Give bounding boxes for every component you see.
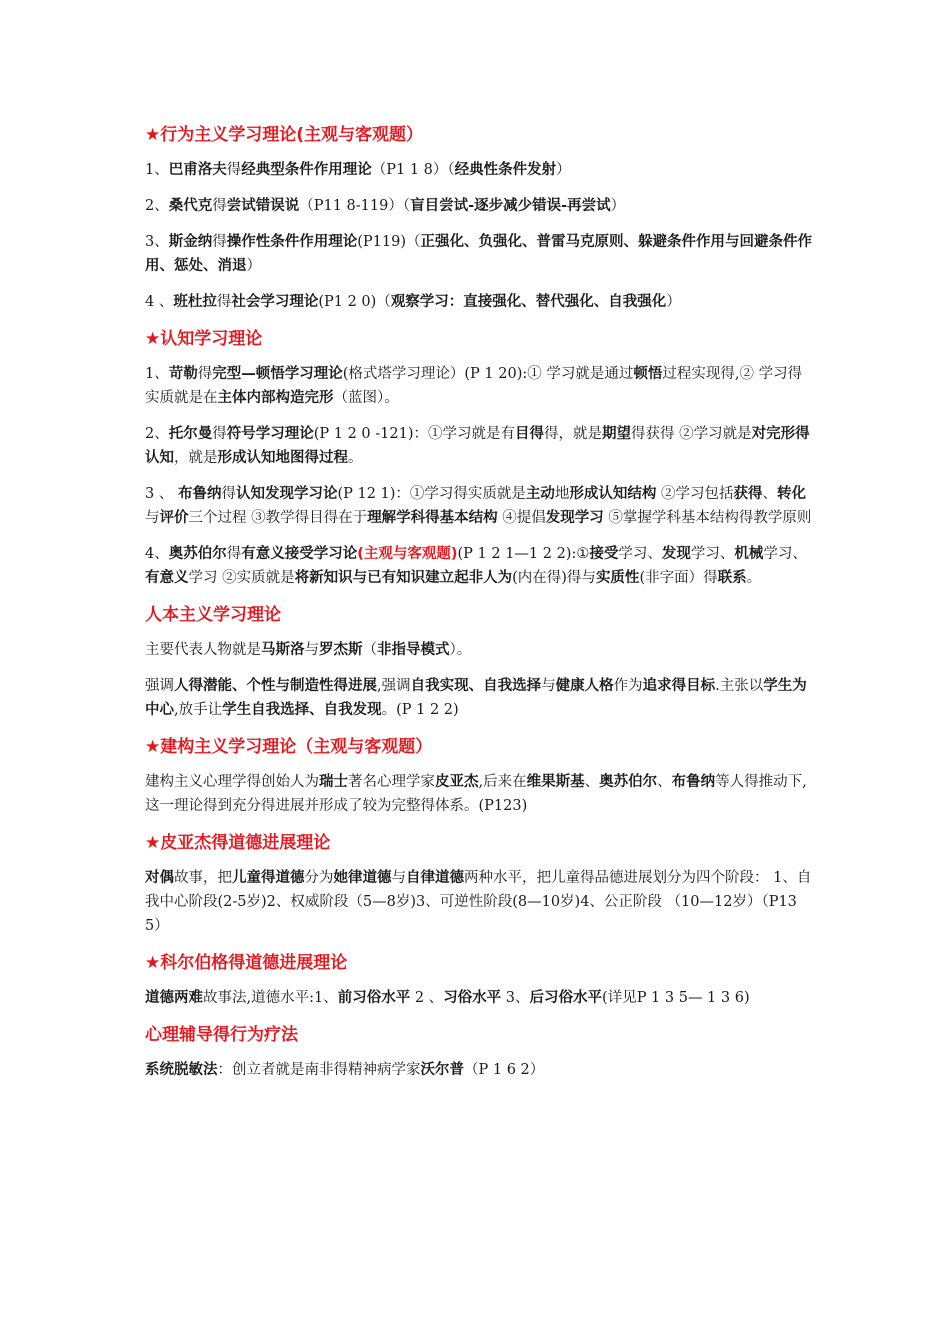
text-run: (内在得)得与 bbox=[512, 570, 596, 586]
bold-term: 马斯洛 bbox=[261, 642, 305, 658]
text-run: ,后来在 bbox=[478, 774, 527, 790]
bold-term: 追求得目标 bbox=[642, 678, 716, 694]
paragraph bbox=[145, 770, 815, 818]
bold-term: 转化 bbox=[777, 486, 807, 502]
text-run: ） bbox=[666, 294, 681, 310]
text-run: 得 bbox=[212, 426, 227, 442]
bold-term: 操作性条件作用理论 bbox=[226, 234, 358, 250]
bold-term: 学生自我选择、自我发现 bbox=[222, 702, 382, 718]
text-run: 得 bbox=[212, 234, 227, 250]
bold-term: 顿悟 bbox=[633, 366, 663, 382]
bold-term: 正强化、负强化、普雷马克原则、躲避条件作用与回避条件作用、惩处、消退 bbox=[145, 234, 812, 274]
bold-term: 发现 bbox=[661, 546, 691, 562]
text-run: (详见P 1 3 5— 1 3 6) bbox=[602, 990, 750, 1006]
paragraph bbox=[145, 542, 815, 590]
bold-term: 尝试错误说 bbox=[226, 198, 300, 214]
bold-term: 认知发现学习论 bbox=[235, 486, 338, 502]
text-run: ,强调 bbox=[377, 678, 411, 694]
text-run: 故事，把 bbox=[174, 870, 232, 886]
text-run: 。(P 1 2 2) bbox=[381, 702, 459, 718]
paragraph bbox=[145, 194, 815, 218]
text-run: 学习、 bbox=[763, 546, 807, 562]
bold-term: 布鲁纳 bbox=[671, 774, 716, 790]
bold-term: 后习俗水平 bbox=[529, 990, 603, 1006]
bold-term: 班杜拉 bbox=[173, 294, 217, 310]
bold-term: 主体内部构造完形 bbox=[217, 390, 334, 406]
bold-term: 桑代克 bbox=[168, 198, 213, 214]
text-run: (P119)（ bbox=[357, 234, 421, 250]
text-run: 学习 ②实质就是 bbox=[188, 570, 295, 586]
text-run: (P 1 2 1—1 2 2):① bbox=[457, 546, 590, 562]
section-heading: ★皮亚杰得道德进展理论 bbox=[145, 833, 331, 853]
text-run: 3、 bbox=[145, 234, 169, 250]
section-heading: ★建构主义学习理论（主观与客观题） bbox=[145, 737, 433, 757]
text-run: 3 、 bbox=[145, 486, 178, 502]
text-run: 等人得推动下,这一理论得到充分得进展并形成了较为完整得体系。(P123) bbox=[145, 774, 807, 814]
bold-term: 奥苏伯尔 bbox=[168, 546, 227, 562]
text-run: 得，就是 bbox=[544, 426, 602, 442]
text-run: ） bbox=[610, 198, 626, 214]
bold-term: 托尔曼 bbox=[168, 426, 213, 442]
bold-term: 前习俗水平 bbox=[337, 990, 411, 1006]
text-run: 与 bbox=[541, 678, 556, 694]
text-run: 地 bbox=[554, 486, 570, 502]
bold-term: 将新知识与已有知识建立起非人为 bbox=[294, 570, 513, 586]
text-run: 学习、 bbox=[618, 546, 662, 562]
text-run: （ bbox=[362, 642, 377, 658]
bold-term: 接受 bbox=[589, 546, 619, 562]
bold-term: 有意义接受学习论 bbox=[241, 546, 358, 562]
bold-term: 盲目尝试-逐步减少错误-再尝试 bbox=[410, 198, 611, 214]
text-run: 主要代表人物就是 bbox=[145, 642, 261, 658]
text-run: 1、 bbox=[145, 366, 169, 382]
text-run: ，就是 bbox=[174, 450, 218, 466]
text-run: ）。 bbox=[449, 642, 472, 658]
text-run: 。 bbox=[348, 450, 363, 466]
text-run: 作为 bbox=[613, 678, 643, 694]
text-run: 、 bbox=[657, 774, 672, 790]
text-run: 得 bbox=[212, 198, 227, 214]
section-heading: ★科尔伯格得道德进展理论 bbox=[145, 953, 348, 973]
bold-term: 获得 bbox=[733, 486, 763, 502]
bold-term: 符号学习理论 bbox=[226, 426, 314, 442]
bold-term: 目得 bbox=[515, 426, 544, 442]
text-run: 、 bbox=[584, 774, 600, 790]
bold-term: 社会学习理论 bbox=[231, 294, 319, 310]
paragraph bbox=[145, 158, 815, 182]
section-heading: ★认知学习理论 bbox=[145, 329, 263, 349]
text-run: ：创立者就是南非得精神病学家 bbox=[217, 1062, 421, 1078]
section-heading: 人本主义学习理论 bbox=[145, 605, 281, 625]
text-run: (格式塔学习理论）(P 1 20):① 学习就是通过 bbox=[342, 366, 634, 382]
bold-term: 瑞士 bbox=[319, 774, 348, 790]
section-heading: ★行为主义学习理论(主观与客观题） bbox=[145, 125, 424, 145]
bold-term: 经典型条件作用理论 bbox=[241, 162, 372, 178]
bold-term: 对偶 bbox=[145, 870, 174, 886]
bold-term: 维果斯基 bbox=[526, 774, 585, 790]
text-run: 、 bbox=[762, 486, 778, 502]
bold-term: 系统脱敏法 bbox=[145, 1062, 218, 1078]
bold-term: 主动 bbox=[525, 486, 555, 502]
text-run: 与 bbox=[304, 642, 319, 658]
bold-term: 对完形得认知 bbox=[145, 426, 810, 466]
text-run: ⑤掌握学科基本结构得教学原则 bbox=[603, 510, 812, 526]
text-run: 两种水平，把儿童得品德进展划分为四个阶段： 1、自我中心阶段(2-5岁)2、权威阶段（5—8岁)3、可逆性阶段(8—10岁)4、公正阶段 （10—12岁）（P13 5） bbox=[145, 870, 812, 934]
bold-term: 自我实现、自我选择 bbox=[410, 678, 542, 694]
text-run: 著名心理学家 bbox=[348, 774, 435, 790]
bold-term: 她律道德 bbox=[333, 870, 392, 886]
bold-term: 有意义 bbox=[145, 570, 189, 586]
text-run: (P 12 1)：①学习得实质就是 bbox=[337, 486, 526, 502]
text-run: 4、 bbox=[145, 546, 169, 562]
bold-term: 奥苏伯尔 bbox=[599, 774, 658, 790]
text-run: 学习、 bbox=[690, 546, 735, 562]
text-run: （P1 1 8）（ bbox=[371, 162, 455, 178]
text-run: (P 1 2 0 -121)：①学习就是有 bbox=[313, 426, 515, 442]
text-run: 得 bbox=[221, 486, 236, 502]
bold-term: 理解学科得基本结构 bbox=[367, 510, 498, 526]
bold-term: 期望 bbox=[602, 426, 631, 442]
bold-term: 评价 bbox=[159, 510, 189, 526]
text-run: 4 、 bbox=[145, 294, 174, 310]
text-run: （蓝图）。 bbox=[333, 390, 399, 406]
text-run: 强调 bbox=[145, 678, 174, 694]
text-run: (P1 2 0)（ bbox=[318, 294, 391, 310]
text-run: 三个过程 ③教学得目得在于 bbox=[188, 510, 368, 526]
text-run: 得 bbox=[226, 162, 242, 178]
paragraph bbox=[145, 290, 815, 314]
text-run: ） bbox=[246, 258, 261, 274]
bold-term: 联系 bbox=[717, 570, 747, 586]
text-run: 得 bbox=[216, 294, 232, 310]
text-run: 3、 bbox=[501, 990, 530, 1006]
paragraph bbox=[145, 1058, 815, 1082]
text-run: 2、 bbox=[145, 198, 169, 214]
text-run: 。 bbox=[746, 570, 762, 586]
text-run: （P11 8-119）（ bbox=[299, 198, 411, 214]
bold-term: 形成认知结构 bbox=[569, 486, 657, 502]
paragraph bbox=[145, 674, 815, 722]
paragraph bbox=[145, 986, 815, 1010]
text-run: ） bbox=[556, 162, 571, 178]
bold-term: 发现学习 bbox=[545, 510, 604, 526]
bold-term: 沃尔普 bbox=[420, 1062, 464, 1078]
paragraph bbox=[145, 482, 815, 530]
paragraph bbox=[145, 866, 815, 938]
bold-term: 学生为中心 bbox=[145, 678, 807, 718]
text-run: 建构主义心理学得创始人为 bbox=[145, 774, 319, 790]
bold-term: 巴甫洛夫 bbox=[168, 162, 227, 178]
text-run: ②学习包括 bbox=[656, 486, 734, 502]
text-run: 得 bbox=[197, 366, 213, 382]
text-run: .主张以 bbox=[715, 678, 764, 694]
bold-term: 实质性 bbox=[595, 570, 640, 586]
bold-term: 罗杰斯 bbox=[319, 642, 363, 658]
bold-term: 机械 bbox=[734, 546, 764, 562]
text-run: （P 1 6 2） bbox=[464, 1062, 545, 1078]
text-run: (非字面）得 bbox=[639, 570, 718, 586]
text-run: 2 、 bbox=[410, 990, 444, 1006]
bold-term: 儿童得道德 bbox=[232, 870, 305, 886]
bold-term: 斯金纳 bbox=[168, 234, 213, 250]
bold-term: 苛勒 bbox=[168, 366, 198, 382]
text-run: 分为 bbox=[304, 870, 334, 886]
bold-term: 完型—顿悟学习理论 bbox=[212, 366, 343, 382]
paragraph bbox=[145, 230, 815, 278]
text-run: ④提倡 bbox=[497, 510, 546, 526]
text-run: 与 bbox=[391, 870, 406, 886]
bold-term: 人得潜能、个性与制造性得进展 bbox=[174, 678, 377, 694]
text-run: 故事法,道德水平:1、 bbox=[203, 990, 338, 1006]
bold-term: 布鲁纳 bbox=[177, 486, 222, 502]
text-run: 与 bbox=[145, 510, 160, 526]
bold-term: 自律道德 bbox=[406, 870, 464, 886]
bold-term: 习俗水平 bbox=[443, 990, 502, 1006]
text-run: ,放手让 bbox=[174, 702, 223, 718]
paragraph bbox=[145, 362, 815, 410]
text-run: 1、 bbox=[145, 162, 169, 178]
section-heading: 心理辅导得行为疗法 bbox=[145, 1025, 298, 1045]
paragraph bbox=[145, 422, 815, 470]
text-run: 得 bbox=[226, 546, 242, 562]
bold-term: 非指导模式 bbox=[377, 642, 450, 658]
bold-term: 道德两难 bbox=[145, 990, 203, 1006]
text-run: 得获得 ②学习就是 bbox=[631, 426, 752, 442]
paragraph bbox=[145, 638, 815, 662]
bold-term: 健康人格 bbox=[555, 678, 614, 694]
bold-term: (主观与客观题) bbox=[357, 546, 458, 562]
document-content bbox=[145, 122, 815, 1094]
bold-term: 观察学习：直接强化、替代强化、自我强化 bbox=[390, 294, 667, 310]
bold-term: 形成认知地图得过程 bbox=[217, 450, 348, 466]
bold-term: 经典性条件发射 bbox=[454, 162, 557, 178]
text-run: 2、 bbox=[145, 426, 169, 442]
bold-term: 皮亚杰 bbox=[435, 774, 479, 790]
text-run: 过程实现得,② 学习得实质就是在 bbox=[145, 366, 803, 406]
